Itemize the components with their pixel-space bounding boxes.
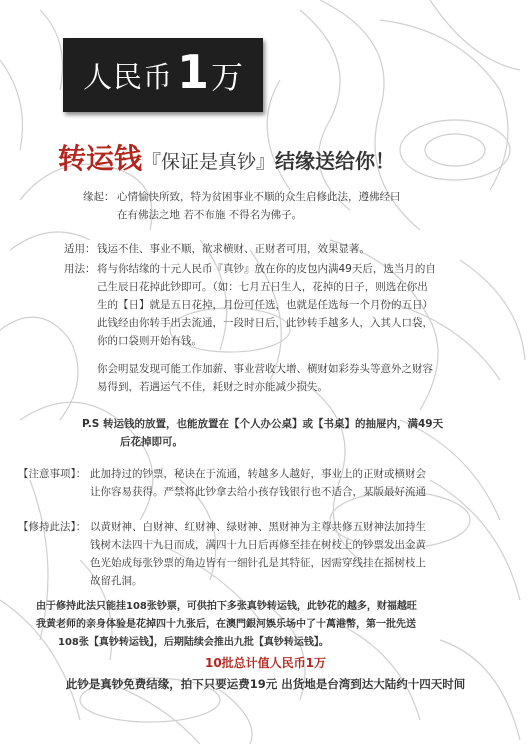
headline-tail: 结缘送给你！	[275, 149, 396, 173]
effect-line: 易得到，若遇运气不佳，耗财之时亦能减少损失。	[97, 381, 328, 393]
notes-line: 让你容易获得。严禁将此钞拿去给小孩存钱银行也不适合，某版最好流通	[90, 486, 426, 498]
notes-section	[18, 465, 523, 505]
method-line: 己生辰日花掉此钞即可。（如：七月五日生人，花掉的日子，则选在你出	[97, 281, 428, 293]
effect-section	[97, 360, 522, 400]
closing-line: 108张【真钞转运钱】，后期陆续会推出九批【真钞转运钱】。	[58, 637, 329, 648]
banner-prefix: 人民币	[82, 59, 173, 94]
total-value: 10批总计值人民币1万	[204, 656, 327, 670]
closing-section	[36, 598, 516, 654]
headline-guarantee: 『保证是真钞』	[142, 151, 276, 173]
notes-line: 此加持过的钞票，秘诀在于流通，转越多人越好，事业上的正财或横财会	[90, 468, 426, 480]
origin-section	[83, 188, 513, 228]
origin-line: 在有佛法之地 若不布施 不得名为佛子。	[117, 209, 303, 221]
ps-section	[82, 415, 522, 455]
practice-section	[18, 518, 523, 594]
notes-label: 【注意事项】：	[18, 468, 87, 480]
method-line: 生的【日】就是五日花掉，月份可任选，也就是任选每一个月份的五日）	[97, 299, 433, 311]
origin-line: 心情愉快所致，特为贫困事业不顺的众生启修此法，遵佛经曰	[117, 191, 401, 203]
headline-main: 转运钱	[58, 142, 143, 175]
method-line: 你的口袋则开始有钱。	[97, 335, 202, 347]
applies-text: 钱运不佳、事业不顺，欲求横财、正财者可用，效果显著。	[97, 243, 370, 255]
method-label: 用法：	[64, 263, 96, 275]
practice-line: 钱树木法四十九日而成，满四十九日后再修至挂在树枝上的钞票发出金黄	[90, 539, 426, 551]
practice-line: 以黄财神、白财神、红财神、绿财神、黑财神为主尊共修五财神法加持生	[90, 521, 426, 533]
final-note: 此钞是真钞免费结缘，拍下只要运费19元 出货地是台湾到达大陆约十四天时间	[65, 677, 466, 691]
practice-line: 色光始成每张钞票的角边皆有一细针孔是其特征，因需穿线挂在摇树枝上	[90, 557, 426, 569]
effect-line: 你会明显发现可能工作加薪、事业营收大增、横财如彩券头等意外之财容	[97, 363, 433, 375]
closing-line: 由于修持此法只能挂108张钞票，可供拍下多张真钞转运钱，此钞花的越多，财福越旺	[36, 601, 417, 612]
headline	[58, 137, 498, 177]
banner-box	[63, 38, 263, 112]
ps-line: 后花掉即可。	[120, 436, 183, 448]
banner-number: 1	[176, 45, 209, 99]
practice-line: 故留孔洞。	[90, 575, 143, 587]
method-line: 此钱经由你转手出去流通，一段时日后，此钞转手越多人，入其人口袋，	[97, 317, 433, 329]
ps-line: P.S 转运钱的放置，也能放置在【个人办公桌】或【书桌】的抽屉内，满49天	[82, 418, 444, 430]
method-section	[64, 260, 519, 352]
applies-section	[64, 240, 514, 260]
applies-label: 适用：	[64, 243, 96, 255]
practice-label: 【修持此法】：	[18, 521, 87, 533]
method-line: 将与你结缘的十元人民币『真钞』放在你的皮包内满49天后，选当月的自	[97, 263, 436, 275]
origin-label: 缘起：	[83, 191, 115, 203]
closing-line: 我黄老师的亲身体验是花掉四十九张后，在澳門銀河娛乐场中了十萬港幣，第一批先送	[36, 619, 416, 630]
banner-suffix: 万	[211, 58, 244, 96]
